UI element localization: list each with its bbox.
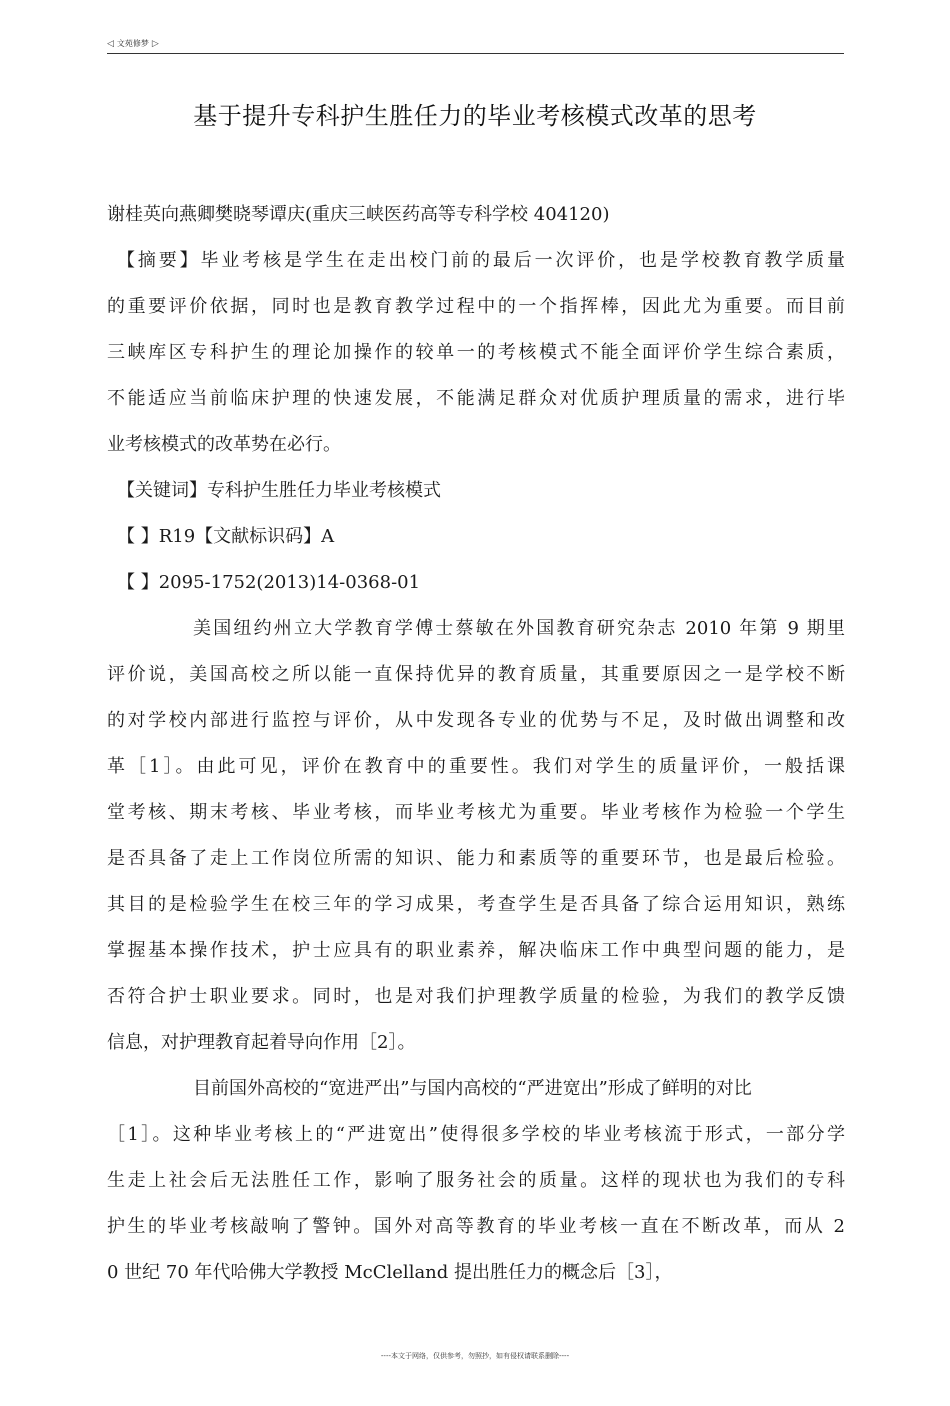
paragraph-1 (107, 614, 845, 1074)
paragraph-line: 评价说，美国高校之所以能一直保持优异的教育质量，其重要原因之一是学校不断 (107, 664, 845, 685)
page-header (107, 38, 844, 49)
paragraph-line: 护生的毕业考核敲响了警钟。国外对高等教育的毕业考核一直在不断改革，而从 2 (107, 1216, 845, 1237)
left-arrow-icon: ◁ (107, 38, 114, 49)
abstract-line: 三峡库区专科护生的理论加操作的较单一的考核模式不能全面评价学生综合素质， (107, 342, 845, 363)
abstract (107, 246, 845, 476)
right-arrow-icon: ▷ (151, 38, 159, 49)
header-divider (107, 53, 844, 54)
header-text: 文苑修梦 (116, 39, 149, 48)
authors-line: 谢桂英向燕卿樊晓琴谭庆(重庆三峡医药高等专科学校 404120) (107, 204, 610, 225)
paragraph-2 (107, 1074, 845, 1304)
paragraph-line: 生走上社会后无法胜任工作，影响了服务社会的质量。这样的现状也为我们的专科 (107, 1170, 845, 1191)
paragraph-line: 的对学校内部进行监控与评价，从中发现各专业的优势与不足，及时做出调整和改 (107, 710, 845, 731)
paragraph-line: 革［1］。由此可见，评价在教育中的重要性。我们对学生的质量评价，一般括课 (107, 756, 845, 777)
paragraph-line: 目前国外高校的“宽进严出”与国内高校的“严进宽出”形成了鲜明的对比 (193, 1078, 752, 1099)
page-footer: ----本文于网络，仅供参考，勿照抄，如有侵权请联系删除---- (380, 1352, 570, 1360)
paragraph-line: 掌握基本操作技术，护士应具有的职业素养，解决临床工作中典型问题的能力，是 (107, 940, 845, 961)
paragraph-line: 0 世纪 70 年代哈佛大学教授 McClelland 提出胜任力的概念后［3］， (107, 1262, 673, 1283)
classification-line: 【 】R19【文献标识码】A (117, 526, 335, 547)
paragraph-line: 美国纽约州立大学教育学傅士蔡敏在外国教育研究杂志 2010 年第 9 期里 (193, 618, 845, 639)
keywords-line: 【关键词】专科护生胜任力毕业考核模式 (117, 480, 441, 501)
paragraph-line: 是否具备了走上工作岗位所需的知识、能力和素质等的重要环节，也是最后检验。 (107, 848, 845, 869)
paragraph-line: 信息，对护理教育起着导向作用［2］。 (107, 1032, 416, 1053)
paragraph-line: ［1］。这种毕业考核上的“严进宽出”使得很多学校的毕业考核流于形式，一部分学 (107, 1124, 845, 1145)
document-body (107, 200, 845, 1304)
abstract-line: 业考核模式的改革势在必行。 (107, 434, 341, 455)
document-title: 基于提升专科护生胜任力的毕业考核模式改革的思考 (193, 102, 757, 130)
paragraph-line: 其目的是检验学生在校三年的学习成果，考查学生是否具备了综合运用知识，熟练 (107, 894, 845, 915)
abstract-line: 【摘要】毕业考核是学生在走出校门前的最后一次评价，也是学校教育教学质量 (117, 250, 845, 271)
paragraph-line: 否符合护士职业要求。同时，也是对我们护理教学质量的检验，为我们的教学反馈 (107, 986, 845, 1007)
paragraph-line: 堂考核、期末考核、毕业考核，而毕业考核尤为重要。毕业考核作为检验一个学生 (107, 802, 845, 823)
article-id-line: 【 】2095-1752(2013)14-0368-01 (117, 572, 421, 593)
abstract-line: 的重要评价依据，同时也是教育教学过程中的一个指挥棒，因此尤为重要。而目前 (107, 296, 845, 317)
abstract-line: 不能适应当前临床护理的快速发展，不能满足群众对优质护理质量的需求，进行毕 (107, 388, 845, 409)
